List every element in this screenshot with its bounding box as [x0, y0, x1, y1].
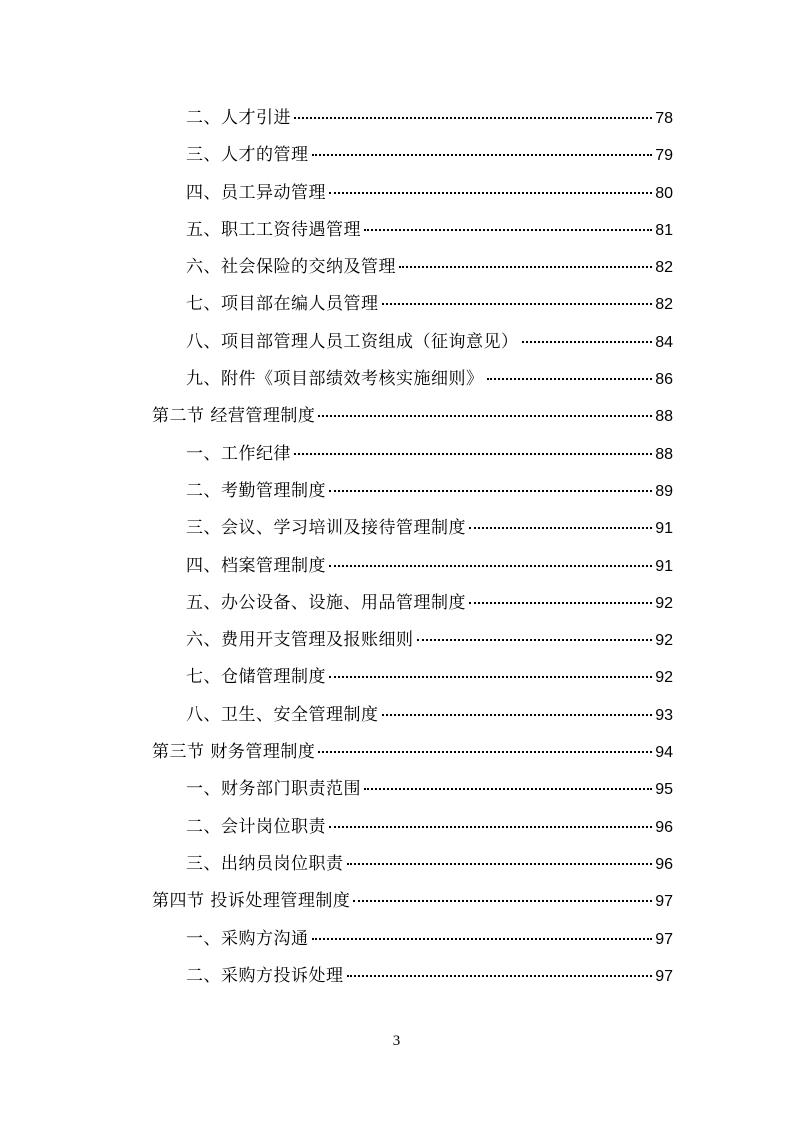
toc-entry-page: 96 [655, 855, 673, 873]
toc-entry-page: 84 [655, 333, 673, 351]
toc-entry-page: 86 [655, 371, 673, 389]
toc-entry-page: 91 [655, 557, 673, 575]
toc-entry[interactable] [152, 324, 673, 361]
toc-entry-page: 94 [655, 744, 673, 762]
toc-entry-page: 82 [655, 296, 673, 314]
toc-entry-page: 80 [655, 184, 673, 202]
toc-entry-page: 89 [655, 482, 673, 500]
toc-entry[interactable] [152, 771, 673, 808]
table-of-contents [152, 100, 673, 995]
toc-entry-page: 92 [655, 669, 673, 687]
toc-entry-page: 95 [655, 781, 673, 799]
dot-leader [329, 490, 652, 492]
toc-entry[interactable] [152, 809, 673, 846]
dot-leader [294, 453, 652, 455]
toc-entry[interactable] [152, 473, 673, 510]
toc-entry-page: 81 [655, 221, 673, 239]
dot-leader [347, 863, 653, 865]
toc-entry[interactable] [152, 100, 673, 137]
page-number: 3 [392, 1033, 401, 1049]
toc-entry-label: 七、项目部在编人员管理 [186, 294, 379, 315]
dot-leader [329, 826, 652, 828]
dot-leader [294, 117, 652, 119]
toc-entry-label: 第二节 经营管理制度 [152, 406, 316, 427]
dot-leader [364, 788, 652, 790]
dot-leader [382, 714, 653, 716]
toc-entry-page: 91 [655, 520, 673, 538]
toc-entry-label: 八、项目部管理人员工资组成（征询意见） [186, 331, 519, 352]
dot-leader [329, 676, 652, 678]
dot-leader [417, 639, 653, 641]
dot-leader [364, 229, 652, 231]
toc-section-entry[interactable] [152, 398, 673, 435]
toc-entry[interactable] [152, 361, 673, 398]
dot-leader [312, 154, 653, 156]
dot-leader [329, 565, 652, 567]
toc-entry[interactable] [152, 548, 673, 585]
toc-entry-page: 88 [655, 408, 673, 426]
toc-entry-page: 78 [655, 110, 673, 127]
toc-entry-page: 97 [655, 893, 673, 911]
toc-entry-label: 八、卫生、安全管理制度 [186, 704, 379, 725]
toc-entry-page: 79 [655, 147, 673, 165]
toc-entry[interactable] [152, 249, 673, 286]
dot-leader [318, 751, 652, 753]
dot-leader [353, 900, 652, 902]
toc-entry-label: 二、人才引进 [186, 108, 291, 128]
dot-leader [347, 975, 653, 977]
toc-entry-label: 六、社会保险的交纳及管理 [186, 257, 396, 278]
toc-entry[interactable] [152, 510, 673, 547]
dot-leader [522, 341, 653, 343]
toc-entry-page: 88 [655, 445, 673, 463]
dot-leader [469, 602, 652, 604]
toc-entry-page: 82 [655, 259, 673, 277]
toc-entry-label: 七、仓储管理制度 [186, 667, 326, 688]
toc-entry-label: 二、采购方投诉处理 [186, 965, 344, 986]
toc-entry[interactable] [152, 622, 673, 659]
toc-entry[interactable] [152, 659, 673, 696]
toc-entry[interactable] [152, 585, 673, 622]
toc-entry[interactable] [152, 697, 673, 734]
toc-entry-label: 四、档案管理制度 [186, 555, 326, 576]
toc-entry-label: 六、费用开支管理及报账细则 [186, 630, 414, 651]
dot-leader [487, 378, 653, 380]
toc-entry-label: 第四节 投诉处理管理制度 [152, 891, 351, 912]
toc-entry-label: 二、会计岗位职责 [186, 816, 326, 837]
toc-entry-page: 92 [655, 594, 673, 612]
toc-entry-label: 五、职工工资待遇管理 [186, 219, 361, 240]
toc-entry-label: 三、出纳员岗位职责 [186, 853, 344, 874]
toc-entry-page: 93 [655, 706, 673, 724]
toc-entry-label: 九、附件《项目部绩效考核实施细则》 [186, 369, 484, 390]
toc-entry[interactable] [152, 846, 673, 883]
toc-entry-label: 一、工作纪律 [186, 443, 291, 464]
dot-leader [312, 938, 653, 940]
toc-section-entry[interactable] [152, 883, 673, 920]
toc-section-entry[interactable] [152, 734, 673, 771]
toc-entry[interactable] [152, 921, 673, 958]
toc-entry-label: 三、人才的管理 [186, 145, 309, 166]
toc-entry-label: 三、会议、学习培训及接待管理制度 [186, 518, 466, 539]
toc-entry-page: 97 [655, 930, 673, 948]
toc-entry-label: 四、员工异动管理 [186, 182, 326, 203]
toc-entry-page: 97 [655, 967, 673, 985]
toc-entry[interactable] [152, 137, 673, 174]
toc-entry-page: 92 [655, 632, 673, 650]
dot-leader [469, 527, 652, 529]
toc-entry-label: 五、办公设备、设施、用品管理制度 [186, 592, 466, 613]
toc-entry[interactable] [152, 212, 673, 249]
toc-entry-page: 96 [655, 818, 673, 836]
dot-leader [329, 192, 652, 194]
toc-entry[interactable] [152, 175, 673, 212]
toc-entry-label: 第三节 财务管理制度 [152, 742, 316, 763]
toc-entry-label: 一、财务部门职责范围 [186, 779, 361, 800]
toc-entry[interactable] [152, 958, 673, 995]
toc-entry-label: 一、采购方沟通 [186, 928, 309, 949]
dot-leader [382, 303, 653, 305]
toc-entry-label: 二、考勤管理制度 [186, 480, 326, 501]
dot-leader [399, 266, 652, 268]
toc-entry[interactable] [152, 436, 673, 473]
toc-entry[interactable] [152, 286, 673, 323]
dot-leader [318, 415, 652, 417]
